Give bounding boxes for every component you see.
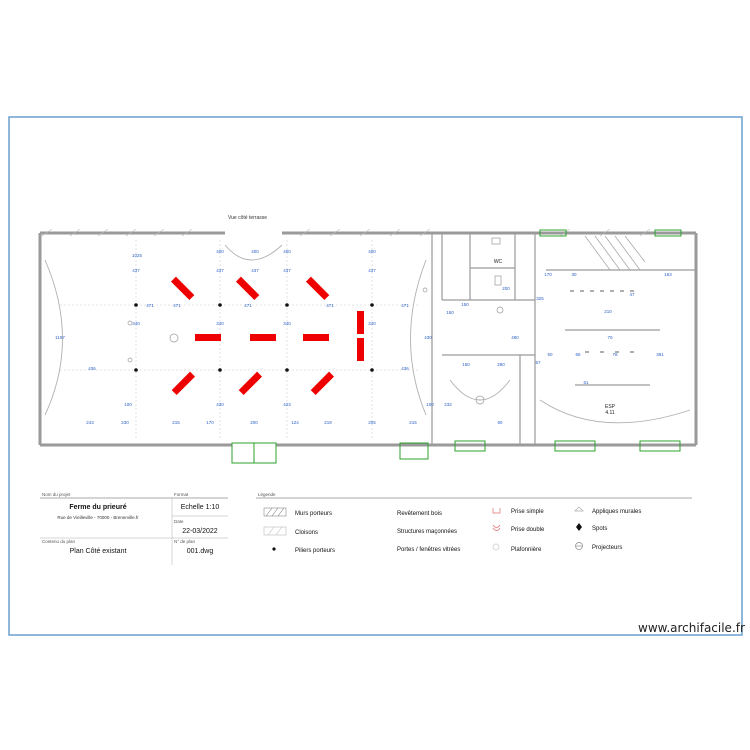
dimension-label: 400 (368, 249, 376, 254)
outlet-double-icon (493, 525, 500, 531)
ceiling-light-icon (497, 307, 503, 313)
pillar (218, 303, 222, 307)
dimension-label: 100 (426, 402, 434, 407)
dimension-label: 437 (251, 268, 259, 273)
project-label: Nom du projet (42, 492, 71, 497)
legend (256, 492, 692, 554)
dimension-label: 57 (535, 360, 541, 365)
pillar (134, 368, 138, 372)
legend-label: Portes / fenêtres vitrées (397, 547, 461, 553)
toilet-icon (495, 276, 501, 285)
dimension-label: 70 (607, 335, 613, 340)
date-label: Date (174, 519, 184, 524)
spotlight (311, 372, 334, 395)
ceiling-light-icon (170, 334, 178, 342)
dimension-label: 230 (121, 420, 129, 425)
pillar (134, 303, 138, 307)
dimension-label: 170 (544, 272, 552, 277)
outlet-single-icon (493, 508, 500, 513)
grid-lines (60, 240, 420, 440)
spotlight (236, 277, 259, 300)
dimension-labels (55, 249, 672, 425)
room-label: 4.11 (605, 410, 615, 416)
dimension-label: 50 (547, 352, 553, 357)
dimension-label: 340 (132, 321, 140, 326)
legend-label: Cloisons (295, 530, 319, 536)
diagonal-wall (585, 236, 645, 270)
legend-label: Piliers porteurs (295, 548, 336, 554)
pillar-dot-icon (272, 547, 275, 550)
dimension-label: 325 (536, 296, 544, 301)
dimension-label: 430 (424, 335, 432, 340)
legend-label: Appliques murales (592, 509, 642, 515)
dimension-label: 61 (583, 380, 589, 385)
dimension-label: 200 (250, 420, 258, 425)
dimension-label: 361 (656, 352, 664, 357)
floor-plan (40, 215, 696, 463)
legend-label: Structures maçonnées (397, 529, 458, 535)
pillar (218, 368, 222, 372)
openings (232, 230, 681, 463)
spot-icon (576, 523, 582, 531)
dimension-label: 437 (132, 268, 140, 273)
dimension-label: 65 (575, 352, 581, 357)
spotlight (171, 277, 194, 300)
partition-hatch-icon (264, 527, 286, 535)
dimension-label: 205 (368, 420, 376, 425)
legend-label: Revêtement bois (397, 511, 443, 517)
legend-title: Légende (258, 492, 276, 497)
dimension-label: 340 (283, 321, 291, 326)
content-label: Contenu du plan (42, 539, 76, 544)
spotlight (306, 277, 329, 300)
spotlight (195, 334, 221, 341)
dimension-label: 471 (401, 303, 409, 308)
project-address: Rue de Vieilleville - 70000 - Brenerville.fr (57, 515, 139, 520)
dimension-label: 437 (216, 268, 224, 273)
project-name: Ferme du prieuré (69, 504, 127, 511)
counter-markers (570, 291, 634, 352)
dimension-label: 1025 (131, 253, 143, 258)
ceiling-light-legend-icon (493, 544, 499, 550)
dimension-label: 243 (86, 420, 94, 425)
dimension-label: 1197 (55, 335, 65, 340)
dimension-label: 340 (216, 321, 224, 326)
legend-label: Murs porteurs (295, 511, 333, 517)
dimension-label: 437 (283, 268, 291, 273)
dimension-label: 480 (511, 335, 519, 340)
dimension-label: 47 (629, 292, 635, 297)
outer-walls (40, 233, 696, 445)
legend-label: Prise double (511, 527, 545, 533)
outlet-icon (128, 358, 132, 362)
dimension-label: 436 (401, 366, 409, 371)
dimension-label: 200 (502, 286, 510, 291)
sheet-frame (9, 117, 742, 635)
dimension-label: 170 (206, 420, 214, 425)
spotlight (250, 334, 276, 341)
room-label: WC (493, 259, 503, 265)
dimension-label: 163 (664, 272, 672, 277)
dimension-label: 340 (368, 321, 376, 326)
dimension-label: 423 (283, 402, 291, 407)
watermark: www.archifacile.fr (638, 621, 745, 635)
dimension-label: 150 (462, 362, 470, 367)
legend-label: Prise simple (511, 509, 544, 515)
dimension-label: 400 (216, 249, 224, 254)
dimension-label: 436 (88, 366, 96, 371)
spotlight (357, 311, 364, 334)
dimension-label: 124 (291, 420, 299, 425)
dimension-label: 90 (497, 420, 503, 425)
spotlight (172, 372, 195, 395)
dimension-label: 437 (368, 268, 376, 273)
dimension-label: 430 (216, 402, 224, 407)
dimension-label: 471 (326, 303, 334, 308)
date-value: 22-03/2022 (182, 528, 218, 535)
wall-light-icon (575, 507, 583, 511)
spotlight (357, 338, 364, 361)
pillar (370, 368, 374, 372)
format-label: Format (174, 492, 189, 497)
dimension-label: 150 (446, 310, 454, 315)
legend-label: Projecteurs (592, 545, 623, 551)
dimension-label: 400 (251, 249, 259, 254)
file-label: N° de plan (174, 539, 196, 544)
dimension-label: 471 (173, 303, 181, 308)
dimension-label: 150 (461, 302, 469, 307)
spotlight (303, 334, 329, 341)
pillar (285, 303, 289, 307)
dimension-label: 280 (497, 362, 505, 367)
pillar (285, 368, 289, 372)
content-value: Plan Côté existant (69, 548, 127, 555)
room-label: ESP (604, 404, 616, 410)
scale-value: Echelle 1:10 (180, 504, 220, 511)
title-block (40, 492, 228, 565)
wall-hatch-icon (264, 508, 286, 516)
dimension-label: 471 (146, 303, 154, 308)
dimension-label: 232 (444, 402, 452, 407)
dimension-label: 210 (604, 309, 612, 314)
dimension-label: 215 (409, 420, 417, 425)
dimension-label: 215 (172, 420, 180, 425)
dimension-label: 100 (124, 402, 132, 407)
dimension-label: 400 (283, 249, 291, 254)
legend-label: Spots (592, 526, 608, 532)
outlet-icon (423, 288, 427, 292)
dimension-label: 471 (244, 303, 252, 308)
projector-icon (576, 543, 583, 550)
dimension-label: 76 (612, 352, 618, 357)
pillar (370, 303, 374, 307)
file-value: 001.dwg (186, 548, 214, 555)
dimension-label: 219 (324, 420, 332, 425)
sink-icon (492, 238, 500, 244)
street-label: Vue côté terrasse (228, 215, 268, 221)
legend-label: Plafonnière (511, 547, 542, 553)
dimension-label: 30 (571, 272, 577, 277)
spotlight (239, 372, 262, 395)
spotlights (171, 277, 364, 395)
